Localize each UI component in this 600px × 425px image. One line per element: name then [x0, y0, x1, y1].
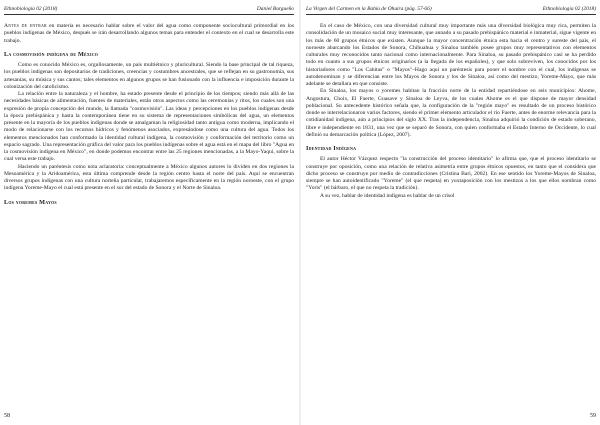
right-header-article-title: La Virgen del Carmen en la Bahía de Ohuira (pág. 57-66): [306, 6, 432, 12]
section-heading-cosmovision: La cosmovisión indígena de México: [4, 50, 99, 58]
section-heading-identity: Identidad Indígena: [306, 145, 357, 152]
left-header-rule: [4, 14, 294, 15]
left-page-body: [4, 23, 294, 210]
right-header-rule: [306, 14, 596, 15]
right-page-body: [306, 23, 596, 200]
paragraph-regions-note: Haciendo un paréntesis como nota aclaratoria: conceptualmente a México algunos autores lo dividen en dos regiones la Mesoamérica y la Aridoamérica, esta última comprende desde la región centro hasta el norte del país. Aquí se encuentran diversos grupos indígenas con una cultura norteña particular, trabajaremos específicamente en la región noroeste, con el grupo indígena Yoreme-Mayo el cual está presente en el sur del estado de Sonora y el Norte de Sinaloa.: [4, 163, 294, 192]
left-header-journal: Ethnobiología 02 (2018): [4, 6, 58, 12]
right-header-journal: Ethnobiología 02 (2018): [542, 6, 596, 12]
left-page: [4, 0, 294, 425]
paragraph-identity-process: El autor Héctor Vázquez respecto "la construcción del proceso identitario" lo afirma que, que el proceso identitario se construye por oposición, como una relación de relativa asimetría entre grupos étnicos opuestos, en tanto que el considera que dicho proceso se construye por medio de contradicciones (Cristina Bari, 2002). En ese sentido los Yoreme-Mayos de Sinaloa, siempre se han autoidentificado "Yoreme" (el que respeta) en yuxtaposición con los mestizos a los que ellos nombran como "Yoris" (el bárbaro, el que no respeta la tradición).: [306, 156, 596, 192]
right-page: [306, 0, 596, 425]
paragraph-sinaloa-mayos: En Sinaloa, los mayos o yoremes habitan la fracción norte de la entidad repartiéndose en seis municipios: Ahome, Angostura, Choix, El Fuerte, Guasave y Sinaloa de Leyva, de los cuales Ahome es el que dispone de mayor densidad poblacional. Su antecedente histórico señala que, la configuración de la "región mayo" es resultado de un proceso histórico donde se interrelacionaron varios factores, siendo el primer elemento articulador el río Fuerte, antes de enorme relevancia para la cotidianidad indígena, aún a principios del siglo XX. Tras la independencia, Sinaloa adquirió la condición de estado soberano, libre e independiente en 1831, una vez que se separó de Sonora, con quien conformaba el Estado Interno de Occidente, lo cual definió su demarcación política (López, 2007).: [306, 88, 596, 138]
left-page-header: [4, 6, 294, 15]
right-page-header: [306, 6, 596, 15]
section-heading-yoremes: Los yoremes Mayos: [4, 198, 57, 206]
paragraph-multiethnic: Como es conocido México es, orgullosamente, un país multiétnico y pluricultural. Siendo la base principal de tal riqueza, los pueblos indígenas son depositarios de tradiciones, creencias y costumbres ancestrales, que se reflejan en su gastronomía, sus artesanías, su música y sus cantos; tales elementos en algunos grupos se han fusionado con la influencia e imposición durante la colonización del catolicismo.: [4, 62, 294, 90]
intro-text: en materia es necesario hablar sobre el valor del agua como componente sociocultural primordial en los pueblos indígenas de México, después se irán desarrollando algunos temas para entender el contexto en el cual se desarrolla este trabajo.: [4, 23, 295, 44]
paragraph-identity-crucible: A su vez, hablar de identidad indígena es hablar de un crisol: [320, 192, 455, 199]
right-page-number: 59: [590, 413, 596, 419]
intro-lead-in: Antes de entrar: [4, 23, 47, 29]
book-gutter: [299, 0, 301, 425]
intro-paragraph: [4, 23, 294, 45]
paragraph-mexico-diversity: En el caso de México, con una diversidad cultural muy importante más una diversidad biológica muy rica, permiten la consolidación de un mosaico social muy interesante, que aunado a su pasado prehispánico material e inmaterial, sigue vigente en los más de 60 grupos étnicos que existen. Aunque la mayor concentración étnica esta hacia el centro y sureste del país, el noroeste abarcando los Estados de Sonora, Chihuahua y Sinaloa también posee grupos muy representativos con elementos culturales muy reconocidos tanto nacional como internacionalmente. Para Sinaloa, su pasado prehispánico casi se ha perdido todo en cuanto a sus grupos étnicos originarios (a la llegada de los españoles), y que solo sobreviven, los conocidos por los historiadores como "Los Cahitas" o "Mayos"–Hago aquí un paréntesis para poner el nombre con el cual, los indígenas se autodenominan y se diferencian entre los Mayos de Sonora y los de Sinaloa, así como del mestizo, Yoreme-Mayo, que más adelante se detallara en que consiste.: [306, 23, 596, 87]
left-page-number: 58: [4, 413, 10, 419]
paragraph-nature-relation: La relación entre la naturaleza y el hombre, ha estado presente desde el principio de los tiempos; siendo más allá de las necesidades básicas de alimentación, fuentes de materiales, están otros aspectos como las ceremonias y ritos, los cuales son una expresión de propia concepción del mundo, la llamada "cosmovisión". Las ideas y percepciones en los pueblos indígenas desde la época prehispánica y hasta la contemporánea tiene en su sistema de representaciones simbólicas del agua, un elementos presente en la mayoría de los pueblos indígenas donde se amalgaman la religiosidad tanto antigua como moderna, implicando el modo de relacionarse con los recursos hídricos y fenómenos asociados, expresándose como una cultura del agua. Todos los elementos mencionados han conformado la identidad cultural indígena, la cosmovisión y conformación del territorio como un espacio sagrado. Una representación gráfica del valor para los pueblos indígenas sobre el agua está en el mapa del libro "Agua en la cosmovisión indígena en México", en donde podemos encontrar entre las 25 regiones mencionadas, a la Mayo-Yaqui, sobre la cual versa este trabajo.: [4, 91, 294, 163]
left-header-author: Daniel Burgueño: [256, 6, 294, 12]
